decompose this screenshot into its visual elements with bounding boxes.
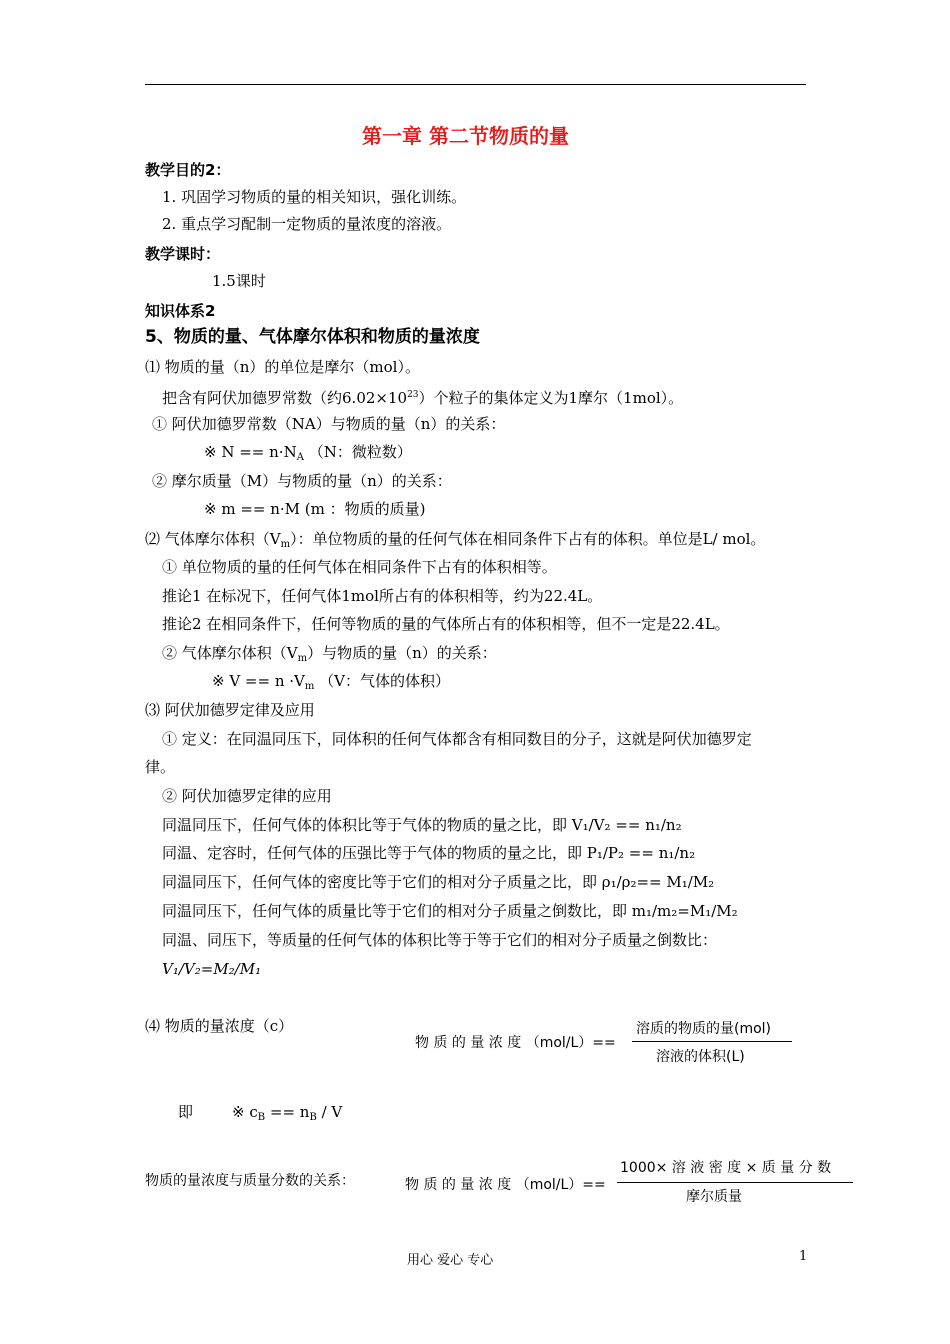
p3-rule: 同温、定容时，任何气体的压强比等于气体的物质的量之比，即 P₁/P₂ == n₁/n₂	[162, 844, 696, 862]
fraction-bar	[617, 1182, 853, 1183]
concentration-formula-left: 物 质 的 量 浓 度 （mol/L）==	[415, 1035, 616, 1051]
objective-item: 2. 重点学习配制一定物质的量浓度的溶液。	[162, 215, 452, 233]
p3-definition-cont: 律。	[145, 758, 176, 776]
periods-value: 1.5课时	[212, 272, 266, 290]
p2-heading: ⑵ 气体摩尔体积$(V_m)$：单位物质的量的任何气体在相同条件下占有的体积。单位是L/ mol。	[145, 530, 766, 550]
p2-formula: ※ $V == n \cdot V_m$ （V：气体的体积）	[212, 672, 450, 692]
ji-formula: ※ $c_B == n_B / V$	[232, 1103, 343, 1123]
concentration-2-denominator: 摩尔质量	[686, 1189, 742, 1205]
p1-relation-1: ① 阿伏加德罗常数（NA）与物质的量（n）的关系：	[152, 415, 506, 433]
p2-corollary-2: 推论2 在相同条件下，任何等物质的量的气体所占有的体积相等，但不一定是22.4L。	[162, 615, 730, 633]
p2-line: ① 单位物质的量的任何气体在相同条件下占有的体积相等。	[162, 558, 557, 576]
knowledge-heading: 知识体系2	[145, 302, 216, 320]
p1-formula-1: ※ $N == n\cdot N_A$ （N：微粒数）	[204, 443, 412, 463]
header-rule	[145, 84, 806, 85]
ji-label: 即	[178, 1103, 194, 1121]
p1-relation-2: ② 摩尔质量（M）与物质的量（n）的关系：	[152, 472, 452, 490]
concentration-2-numerator: 1000× 溶 液 密 度 × 质 量 分 数	[620, 1160, 832, 1176]
p3-definition: ① 定义：在同温同压下，同体积的任何气体都含有相同数目的分子，这就是阿伏加德罗定	[162, 730, 752, 748]
relation-label: 物质的量浓度与质量分数的关系：	[145, 1173, 355, 1189]
objectives-heading: 教学目的2：	[145, 161, 231, 179]
concentration-formula-2-left: 物 质 的 量 浓 度 （mol/L）==	[405, 1177, 606, 1193]
footer-motto: 用心 爱心 专心	[407, 1253, 494, 1268]
section-heading: 5、物质的量、气体摩尔体积和物质的量浓度	[145, 327, 480, 347]
p1-definition: 把含有阿伏加德罗常数（约$6.02\times 10^{23}$）个粒子的集体定义为1摩尔（1mol）。	[162, 389, 684, 407]
p3-rule: 同温同压下，任何气体的体积比等于气体的物质的量之比，即 V₁/V₂ == n₁/n₂	[162, 816, 682, 834]
p3-rule: 同温、同压下，等质量的任何气体的体积比等于等于它们的相对分子质量之倒数比：	[162, 931, 718, 949]
p1-formula-2: ※ m == n·M (m ：物质的质量)	[204, 500, 426, 518]
p3-rule-formula: V₁/V₂=M₂/M₁	[162, 960, 262, 978]
periods-heading: 教学课时：	[145, 245, 221, 263]
concentration-denominator: 溶液的体积(L)	[656, 1049, 745, 1065]
p3-heading: ⑶ 阿伏加德罗定律及应用	[145, 701, 315, 719]
p1-heading: ⑴ 物质的量（n）的单位是摩尔（mol）。	[145, 358, 420, 376]
p3-rule: 同温同压下，任何气体的质量比等于它们的相对分子质量之倒数比，即 m₁/m₂=M₁/M₂	[162, 902, 738, 920]
p2-corollary-1: 推论1 在标况下，任何气体1mol所占有的体积相等，约为22.4L。	[162, 587, 603, 605]
page-number: 1	[799, 1249, 808, 1264]
concentration-numerator: 溶质的物质的量(mol)	[636, 1021, 772, 1037]
p2-relation: ② 气体摩尔体积$(V_m)$与物质的量（n）的关系：	[162, 644, 497, 664]
page-title: 第一章 第二节物质的量	[362, 124, 569, 148]
objective-item: 1. 巩固学习物质的量的相关知识，强化训练。	[162, 188, 467, 206]
p3-rule: 同温同压下，任何气体的密度比等于它们的相对分子质量之比，即 ρ₁/ρ₂== M₁/M₂	[162, 873, 715, 891]
p4-heading: ⑷ 物质的量浓度（c）	[145, 1017, 294, 1035]
fraction-bar	[632, 1041, 792, 1042]
p3-application-heading: ② 阿伏加德罗定律的应用	[162, 787, 332, 805]
